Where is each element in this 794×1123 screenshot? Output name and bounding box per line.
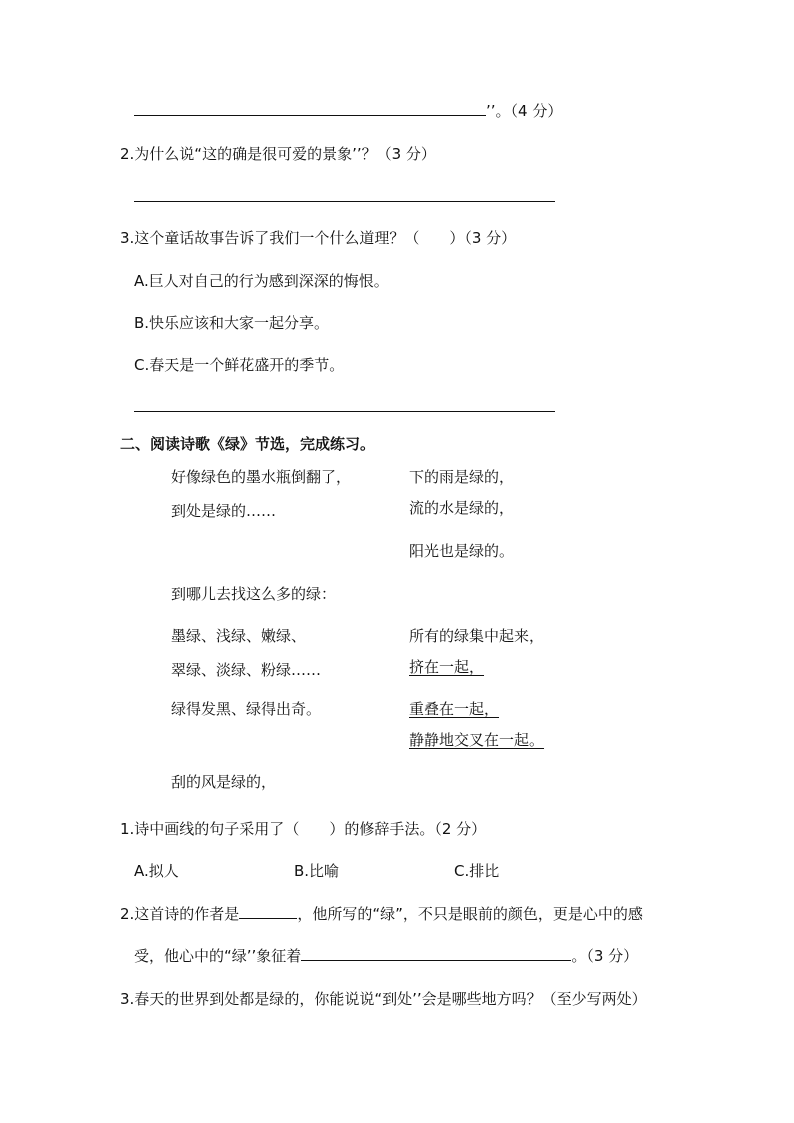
poem-line: 到处是绿的…… xyxy=(171,502,277,520)
poem-line: 绿得发黑、绿得出奇。 xyxy=(171,700,322,718)
option-b[interactable]: B.比喻 xyxy=(294,862,340,880)
underlined-poem-line: 静静地交叉在一起。 xyxy=(409,731,545,749)
question-3: 3.这个童话故事告诉了我们一个什么道理？（ ）（3 分） xyxy=(120,229,517,247)
s2-question-3: 3.春天的世界到处都是绿的，你能说说“到处’’会是哪些地方吗？（至少写两处） xyxy=(120,990,647,1008)
poem-line: 到哪儿去找这么多的绿： xyxy=(171,585,337,603)
answer-blank[interactable] xyxy=(134,101,486,116)
poem-line: 墨绿、浅绿、嫩绿、 xyxy=(171,627,307,645)
poem-line: 下的雨是绿的， xyxy=(409,468,515,486)
score-note: 。（3 分） xyxy=(571,947,639,965)
author-blank[interactable] xyxy=(239,904,297,919)
option-a[interactable]: A.拟人 xyxy=(134,862,179,880)
poem-line: 刮的风是绿的， xyxy=(171,773,277,791)
poem-line: 所有的绿集中起来， xyxy=(409,627,545,645)
poem-line: 阳光也是绿的。 xyxy=(409,542,515,560)
s2-question-1: 1.诗中画线的句子采用了（ ）的修辞手法。（2 分） xyxy=(120,820,487,838)
option-c[interactable]: C.排比 xyxy=(454,862,500,880)
symbol-blank[interactable] xyxy=(301,946,571,961)
score-note: ’’。（4 分） xyxy=(486,102,563,120)
poem-line: 流的水是绿的， xyxy=(409,499,515,517)
question-2: 2.为什么说“这的确是很可爱的景象’’？（3 分） xyxy=(120,145,436,163)
underlined-poem-line: 重叠在一起， xyxy=(409,700,500,718)
question-text: 2.这首诗的作者是 xyxy=(120,905,240,923)
poem-line: 翠绿、淡绿、粉绿…… xyxy=(171,661,322,679)
option-c[interactable]: C.春天是一个鲜花盛开的季节。 xyxy=(134,356,345,374)
underlined-poem-line: 挤在一起， xyxy=(409,658,485,676)
s2-question-2-cont xyxy=(134,946,638,966)
answer-line[interactable] xyxy=(134,411,555,412)
answer-line[interactable] xyxy=(134,201,555,202)
section-heading: 二、阅读诗歌《绿》节选，完成练习。 xyxy=(120,435,376,453)
s2-question-2 xyxy=(120,904,643,924)
question-text: 受，他心中的“绿’’象征着 xyxy=(134,947,302,965)
answer-line-top xyxy=(134,101,562,121)
poem-line: 好像绿色的墨水瓶倒翻了， xyxy=(171,468,352,486)
option-a[interactable]: A.巨人对自己的行为感到深深的悔恨。 xyxy=(134,272,389,290)
option-b[interactable]: B.快乐应该和大家一起分享。 xyxy=(134,314,330,332)
question-text: ，他所写的“绿”，不只是眼前的颜色，更是心中的感 xyxy=(297,905,643,923)
